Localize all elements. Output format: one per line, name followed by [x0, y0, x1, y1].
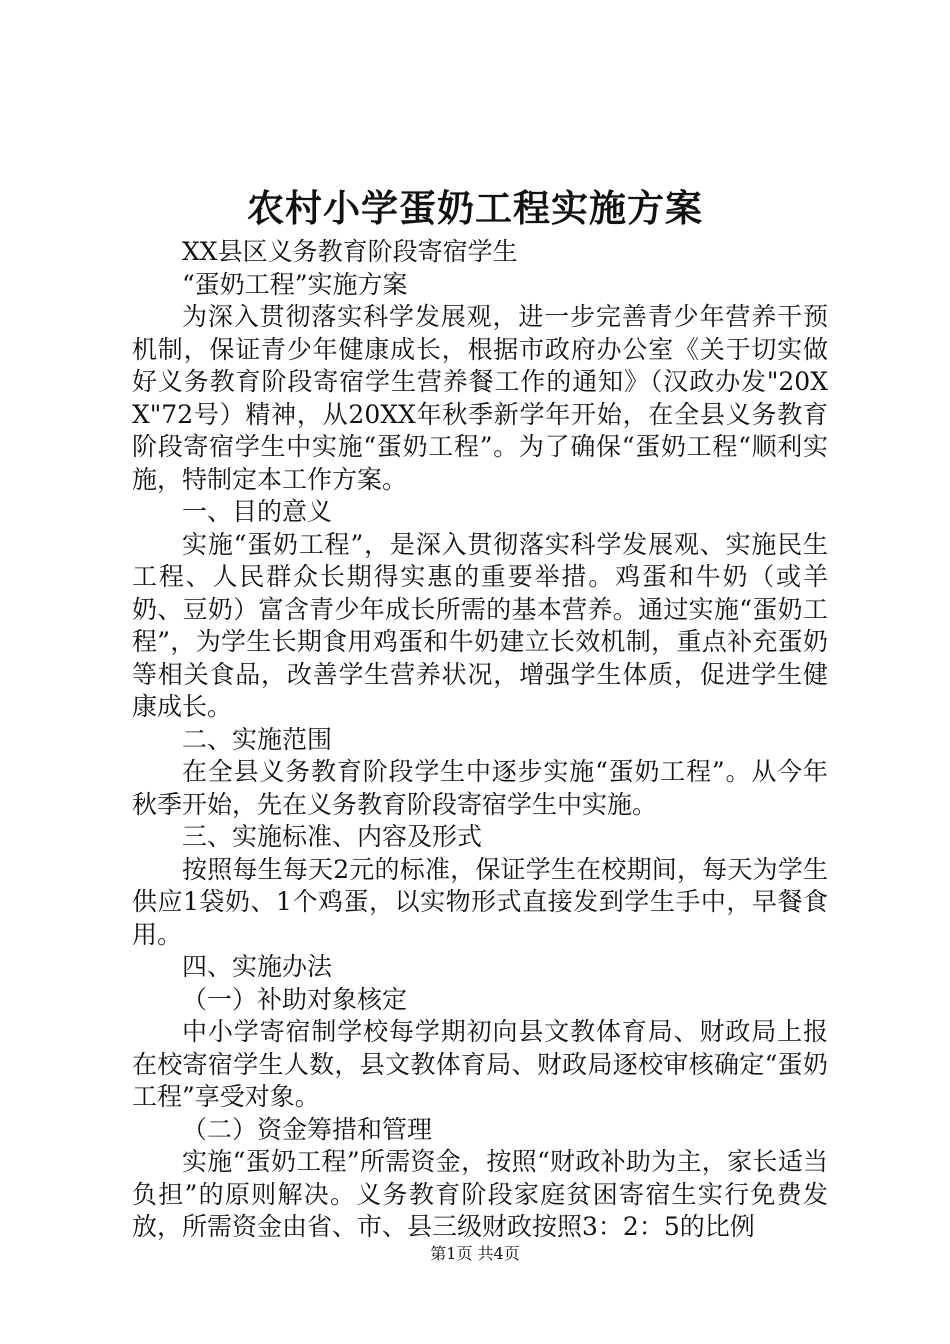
- page-footer: [0, 1244, 950, 1264]
- subtitle-line-1: XX县区义务教育阶段寄宿学生: [182, 237, 518, 266]
- section-1-heading: 一、目的意义: [182, 497, 333, 526]
- section-4-2-heading: （二）资金筹措和管理: [182, 1114, 433, 1144]
- section-2-heading: 二、实施范围: [182, 724, 333, 754]
- section-4-2-paragraph: 实施“蛋奶工程”所需资金，按照“财政补助为主，家长适当负担”的原则解决。义务教育阶段家庭贫困寄宿生实行免费发放，所需资金由省、市、县三级财政按照3：2：5的比例: [132, 1147, 828, 1241]
- document-body: [132, 236, 828, 1244]
- page-total: 共4页: [477, 1244, 520, 1263]
- section-3-paragraph: 按照每生每天2元的标准，保证学生在校期间，每天为学生供应1袋奶、1个鸡蛋，以实物形式直接发到学生手中，早餐食用。: [132, 854, 828, 949]
- section-4-heading: 四、实施办法: [182, 952, 333, 981]
- section-4-1-heading: （一）补助对象核定: [182, 984, 408, 1014]
- document-title: 农村小学蛋奶工程实施方案: [247, 186, 703, 230]
- section-4-1-paragraph: 中小学寄宿制学校每学期初向县文教体育局、财政局上报在校寄宿学生人数，县文教体育局、财政局逐校审核确定“蛋奶工程”享受对象。: [132, 1017, 828, 1111]
- subtitle-line-2: “蛋奶工程”实施方案: [182, 269, 408, 299]
- section-2-paragraph: 在全县义务教育阶段学生中逐步实施“蛋奶工程”。从今年秋季开始，先在义务教育阶段寄宿学生中实施。: [132, 757, 828, 819]
- page-number: 第1页: [430, 1244, 473, 1263]
- section-3-heading: 三、实施标准、内容及形式: [182, 822, 483, 851]
- section-1-paragraph: 实施“蛋奶工程”，是深入贯彻落实科学发展观、实施民生工程、人民群众长期得实惠的重要举措。鸡蛋和牛奶（或羊奶、豆奶）富含青少年成长所需的基本营养。通过实施“蛋奶工程”，为学生长期食用鸡蛋和牛奶建立长效机制，重点补充蛋奶等相关食品，改善学生营养状况，增强学生体质，促进学生健康成长。: [132, 529, 828, 721]
- intro-paragraph: 为深入贯彻落实科学发展观，进一步完善青少年营养干预机制，保证青少年健康成长，根据市政府办公室《关于切实做好义务教育阶段寄宿学生营养餐工作的通知》（汉政办发"20XX"72号）精神，从20XX年秋季新学年开始，在全县义务教育阶段寄宿学生中实施“蛋奶工程”。为了确保“蛋奶工程“顺利实施，特制定本工作方案。: [132, 302, 828, 494]
